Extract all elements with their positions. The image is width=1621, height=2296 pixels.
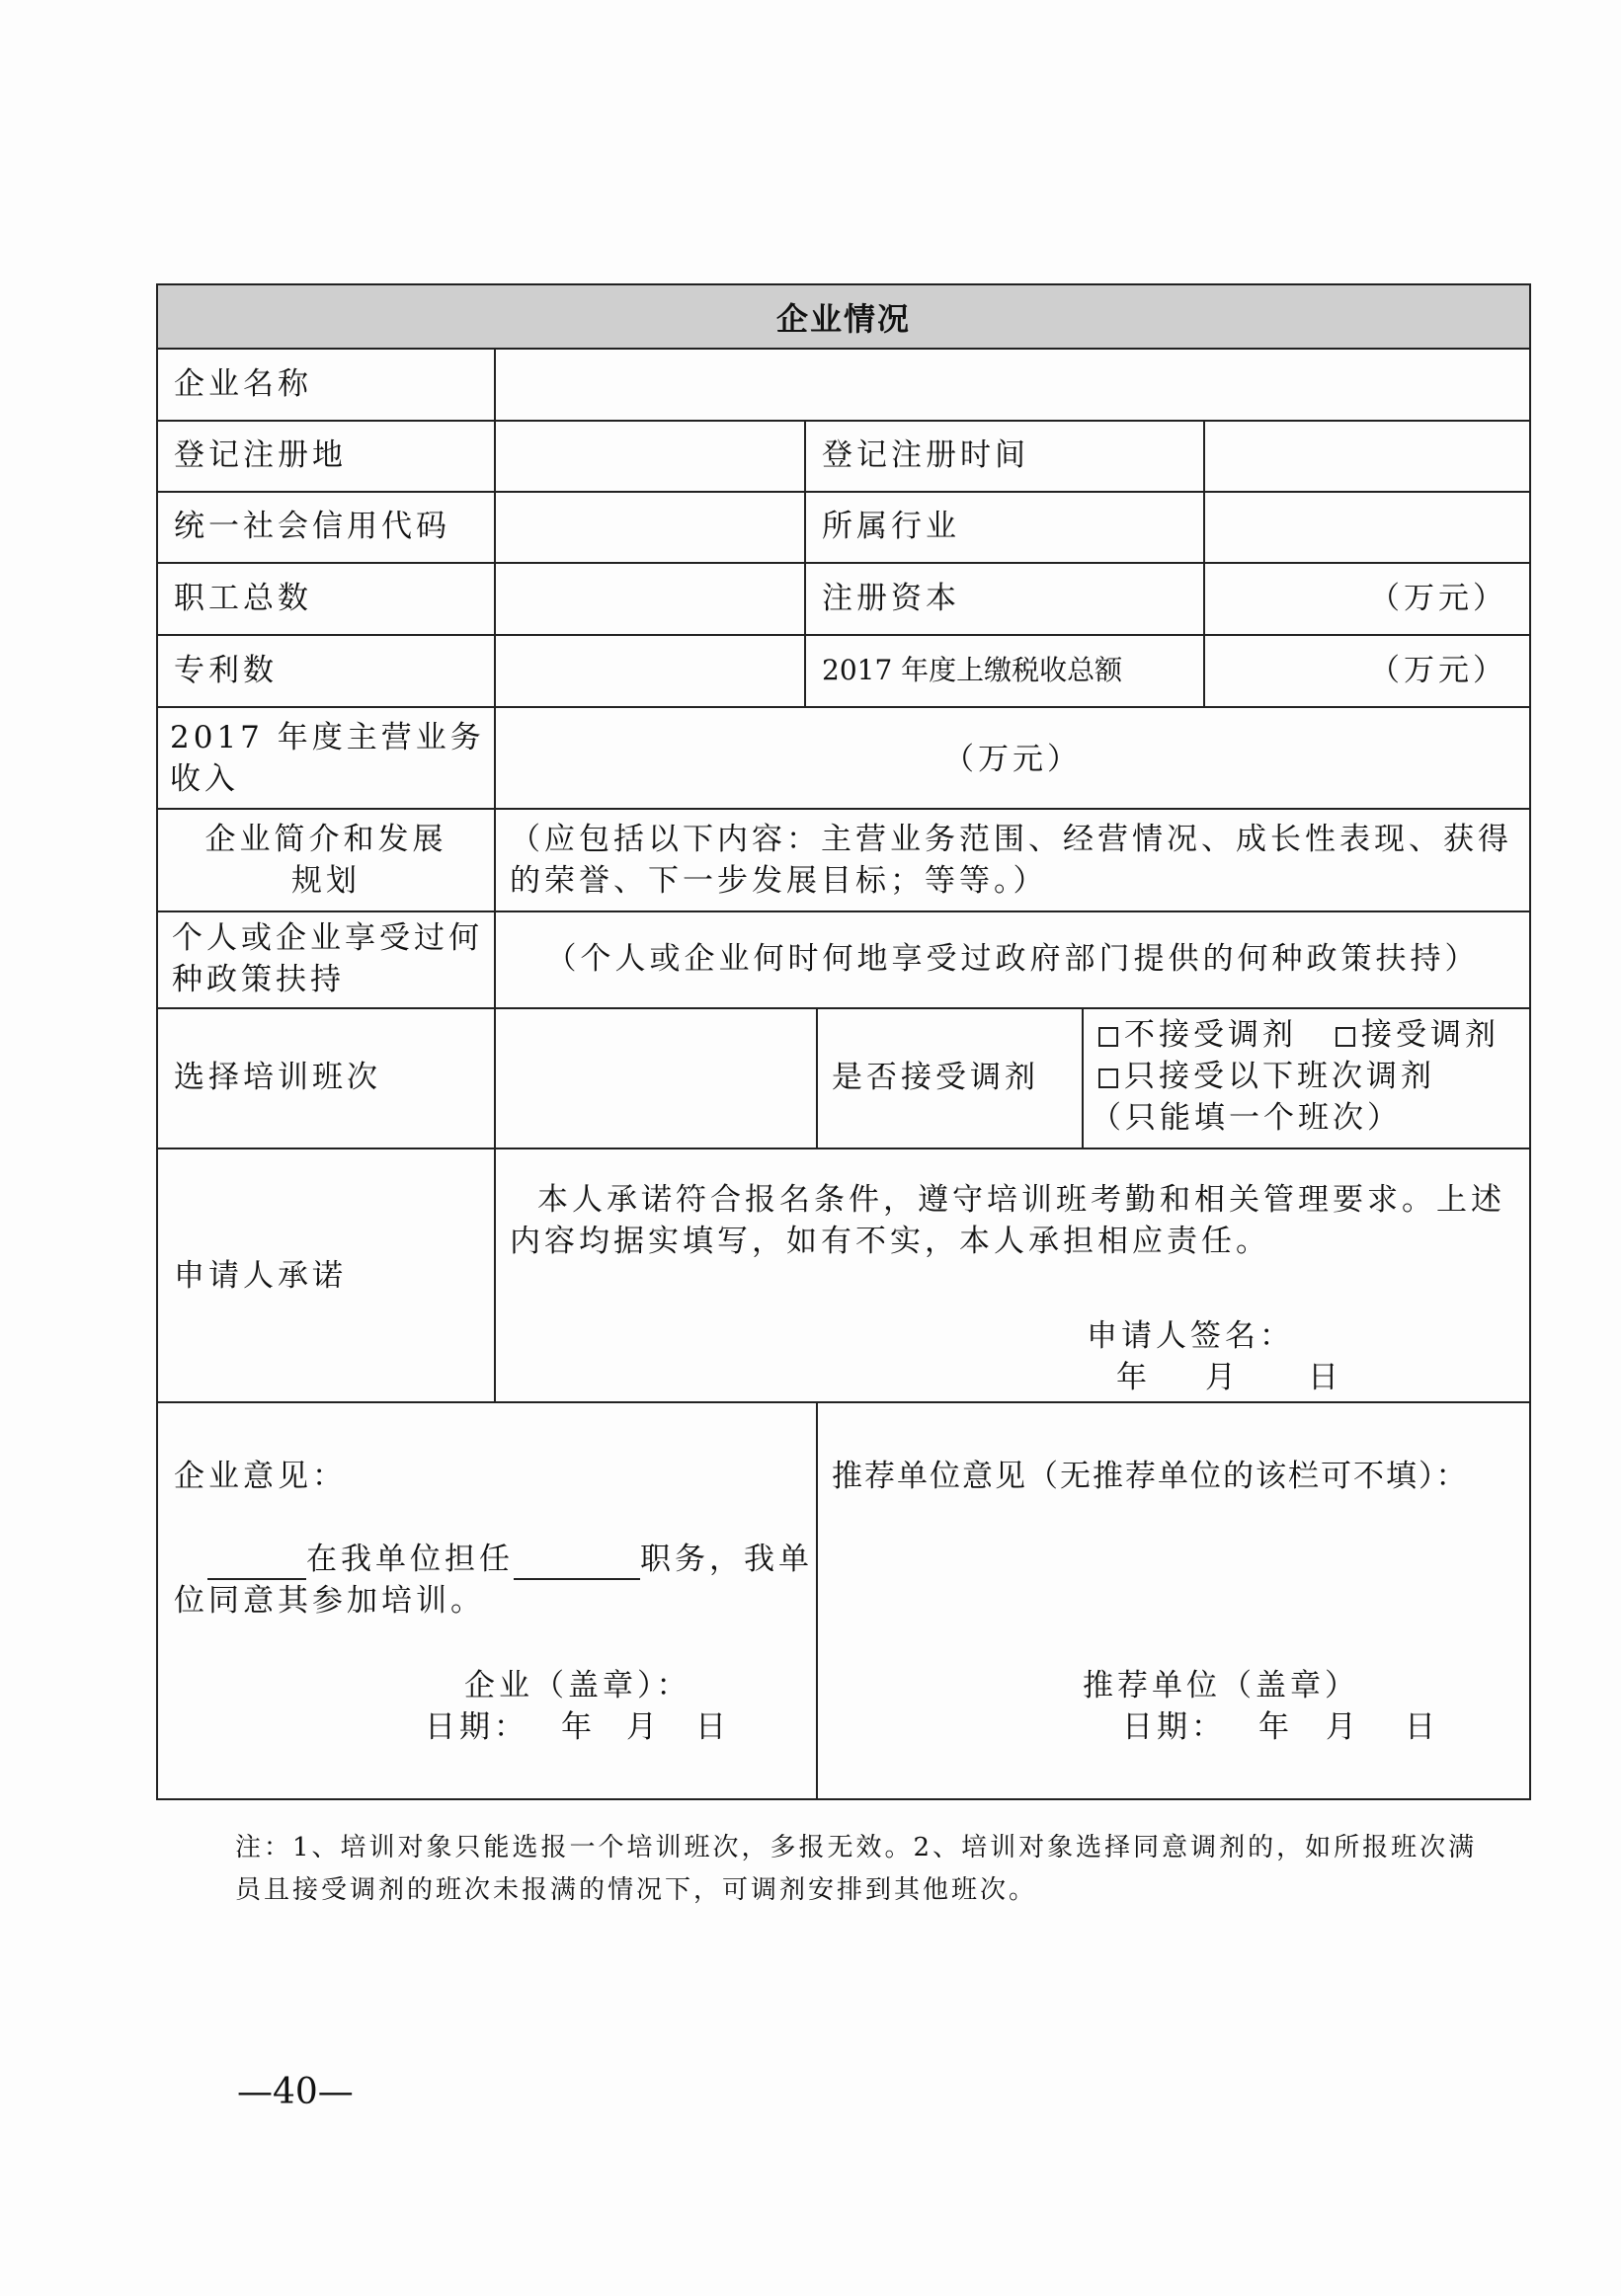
company-opinion-text-a: 在我单位担任 [306,1542,514,1577]
reg-time-field[interactable] [1211,426,1521,485]
patents-field[interactable] [504,641,798,700]
column-divider [816,1007,818,1148]
row-divider [158,1401,1529,1403]
option-only-note: （只能填一个班次） [1091,1100,1402,1136]
company-opinion-text-b: 职务，我单 [640,1542,813,1577]
row-divider [158,808,1529,810]
profile-label-line2: 规划 [291,863,361,899]
company-opinion-title: 企业意见： [174,1459,347,1494]
company-seal: 企业（盖章）： [464,1668,691,1703]
row-divider [158,1148,1529,1149]
name-blank[interactable] [207,1546,306,1580]
position-blank[interactable] [514,1546,640,1580]
company-name-label: 企业名称 [174,366,312,402]
revenue-label-line2: 收入 [170,761,239,797]
option-only-adjust[interactable]: 只接受以下班次调剂 [1098,1056,1435,1097]
adjust-label: 是否接受调剂 [832,1060,1039,1095]
policy-hint: （个人或企业何时何地享受过政府部门提供的何种政策扶持） [545,941,1480,977]
column-divider [816,1401,818,1798]
application-form [156,283,1531,1800]
row-divider [158,1007,1529,1009]
row-divider [158,420,1529,422]
training-label: 选择培训班次 [174,1060,381,1095]
credit-code-field[interactable] [504,497,798,556]
option-accept-adjust[interactable]: 接受调剂 [1336,1014,1499,1056]
checkbox-icon[interactable] [1336,1027,1355,1047]
tax-label: 2017 年度上缴税收总额 [822,654,1123,686]
credit-code-label: 统一社会信用代码 [174,509,450,544]
industry-label: 所属行业 [822,509,960,544]
signature-label: 申请人签名： [1087,1318,1294,1354]
recommender-date-day: 日 [1405,1709,1439,1745]
company-date-day: 日 [695,1709,730,1745]
checkbox-icon[interactable] [1098,1027,1118,1047]
capital-unit: （万元） [1369,581,1507,616]
policy-label-line2: 种政策扶持 [172,962,345,997]
policy-label-line1: 个人或企业享受过何 [172,920,483,956]
profile-label-line1: 企业简介和发展 [204,822,447,857]
recommender-date-year: 年 [1258,1709,1293,1745]
recommender-seal: 推荐单位（盖章） [1083,1668,1359,1703]
column-divider [494,350,496,1401]
row-divider [158,634,1529,636]
reg-time-label: 登记注册时间 [822,437,1029,473]
row-divider [158,910,1529,912]
revenue-unit: （万元） [943,742,1082,777]
column-divider [1203,420,1205,706]
revenue-label-line1: 2017 年度主营业务 [170,720,485,755]
company-date-year: 年 [561,1709,596,1745]
page-number: —40— [237,2072,354,2112]
company-date-month: 月 [626,1709,661,1745]
recommender-date-month: 月 [1326,1709,1360,1745]
recommender-opinion-title: 推荐单位意见（无推荐单位的该栏可不填）： [832,1459,1469,1494]
pledge-date-month: 月 [1205,1360,1240,1395]
pledge-label: 申请人承诺 [174,1258,347,1294]
training-class-field[interactable] [504,1016,806,1141]
column-divider [1082,1007,1084,1148]
section-title: 企业情况 [775,299,911,338]
pledge-text: 本人承诺符合报名条件，遵守培训班考勤和相关管理要求。上述内容均据实填写，如有不实，本人承担相应责任。 [510,1182,1505,1259]
row-divider [158,491,1529,493]
industry-field[interactable] [1211,497,1521,556]
column-divider [804,420,806,706]
employees-field[interactable] [504,569,798,628]
reg-place-field[interactable] [504,426,798,485]
capital-label: 注册资本 [822,581,960,616]
section-header [158,285,1529,350]
row-divider [158,562,1529,564]
footnote: 注：1、培训对象只能选报一个培训班次，多报无效。2、培训对象选择同意调剂的，如所报班次满员且接受调剂的班次未报满的情况下，可调剂安排到其他班次。 [235,1833,1478,1905]
profile-hint: （应包括以下内容：主营业务范围、经营情况、成长性表现、获得的荣誉、下一步发展目标；等等。） [510,822,1512,899]
patents-label: 专利数 [174,653,278,688]
company-opinion-text-c: 位同意其参加培训。 [174,1583,485,1619]
pledge-date-year: 年 [1116,1360,1151,1395]
recommender-date-label: 日期： [1122,1709,1226,1745]
tax-unit: （万元） [1369,653,1507,688]
reg-place-label: 登记注册地 [174,437,347,473]
row-divider [158,706,1529,708]
option-no-adjust[interactable]: 不接受调剂 [1098,1014,1297,1056]
checkbox-icon[interactable] [1098,1069,1118,1088]
company-date-label: 日期： [425,1709,528,1745]
pledge-date-day: 日 [1308,1360,1342,1395]
company-name-field[interactable] [504,355,1521,414]
employees-label: 职工总数 [174,581,312,616]
